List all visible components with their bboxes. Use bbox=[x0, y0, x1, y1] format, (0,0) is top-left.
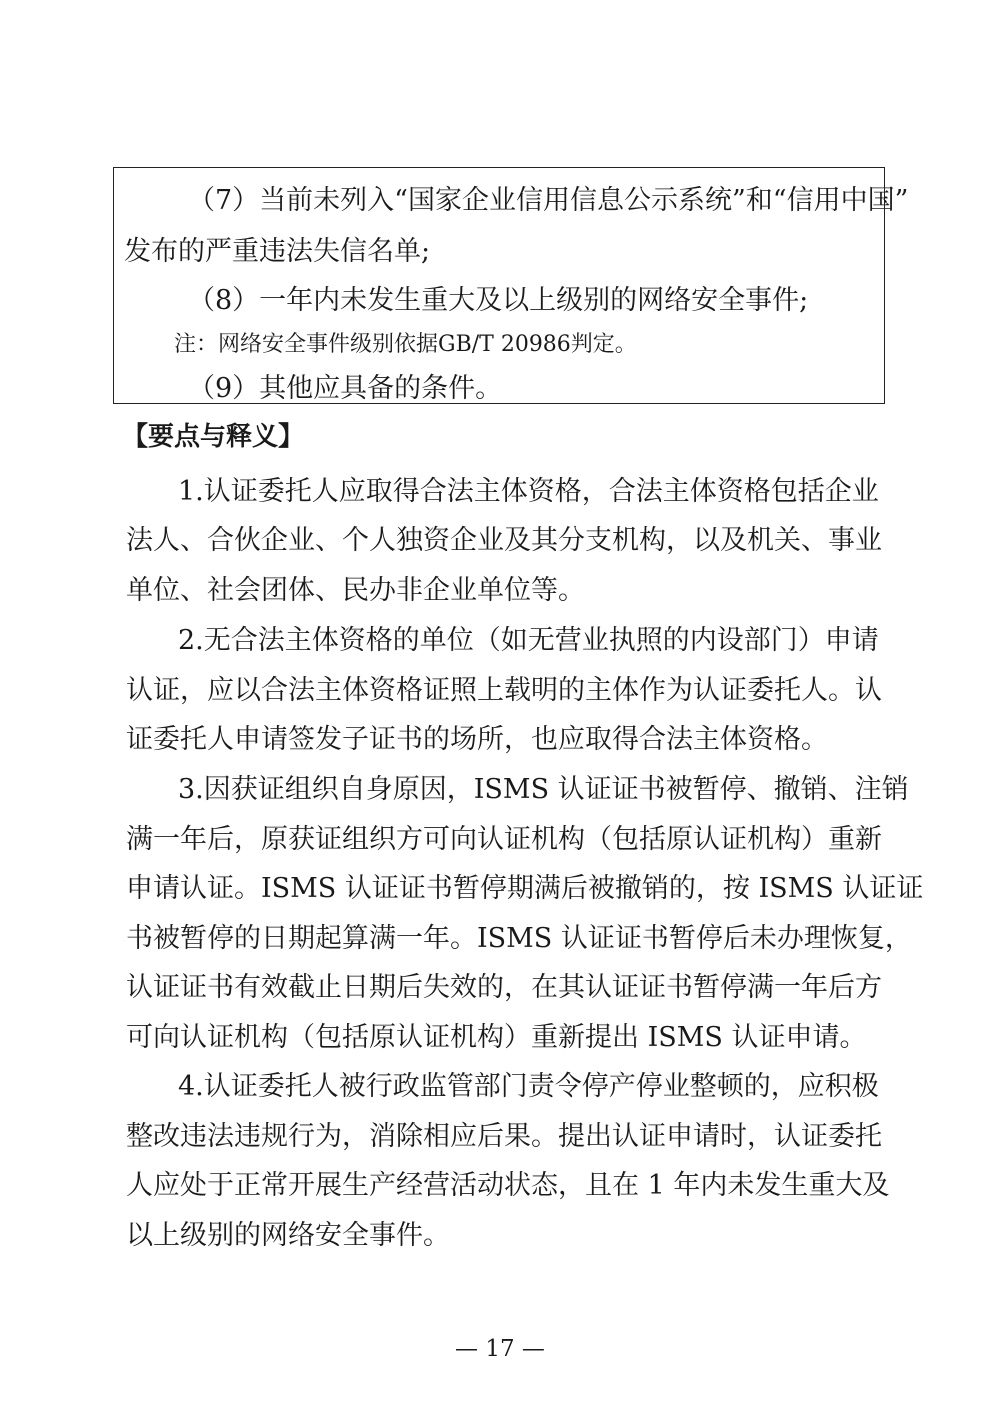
note: 注：网络安全事件级别依据GB/T 20986判定。 bbox=[174, 332, 637, 357]
p3-line-4: 书被暂停的日期起算满一年。ISMS 认证证书暂停后未办理恢复， bbox=[126, 923, 912, 954]
p2-line-1: 2.无合法主体资格的单位（如无营业执照的内设部门）申请 bbox=[178, 625, 879, 656]
p4-line-3: 人应处于正常开展生产经营活动状态，且在 1 年内未发生重大及 bbox=[126, 1170, 890, 1201]
item-9: （9）其他应具备的条件。 bbox=[188, 373, 503, 404]
p2-line-3: 证委托人申请签发子证书的场所，也应取得合法主体资格。 bbox=[126, 724, 828, 755]
page-number: — 17 — bbox=[455, 1336, 545, 1362]
p1-line-1: 1.认证委托人应取得合法主体资格，合法主体资格包括企业 bbox=[178, 476, 879, 507]
p4-line-2: 整改违法违规行为，消除相应后果。提出认证申请时，认证委托 bbox=[126, 1121, 882, 1152]
section-title: 【要点与释义】 bbox=[122, 422, 305, 452]
requirements-box bbox=[113, 167, 909, 404]
p1-line-2: 法人、合伙企业、个人独资企业及其分支机构，以及机关、事业 bbox=[126, 525, 882, 556]
p4-line-1: 4.认证委托人被行政监管部门责令停产停业整顿的，应积极 bbox=[178, 1071, 879, 1102]
p3-line-5: 认证证书有效截止日期后失效的，在其认证证书暂停满一年后方 bbox=[126, 972, 882, 1003]
p3-line-6: 可向认证机构（包括原认证机构）重新提出 ISMS 认证申请。 bbox=[126, 1022, 867, 1053]
p2-line-2: 认证，应以合法主体资格证照上载明的主体作为认证委托人。认 bbox=[126, 675, 882, 706]
p4-line-4: 以上级别的网络安全事件。 bbox=[126, 1220, 450, 1251]
item-7-line-2: 发布的严重违法失信名单; bbox=[124, 236, 431, 267]
p3-line-2: 满一年后，原获证组织方可向认证机构（包括原认证机构）重新 bbox=[126, 824, 882, 855]
p3-line-1: 3.因获证组织自身原因，ISMS 认证证书被暂停、撤销、注销 bbox=[178, 774, 909, 805]
item-7-line-1: （7）当前未列入“国家企业信用信息公示系统”和“信用中国” bbox=[188, 185, 909, 216]
item-8: （8）一年内未发生重大及以上级别的网络安全事件; bbox=[188, 285, 809, 316]
p1-line-3: 单位、社会团体、民办非企业单位等。 bbox=[126, 575, 585, 606]
p3-line-3: 申请认证。ISMS 认证证书暂停期满后被撤销的，按 ISMS 认证证 bbox=[126, 873, 924, 904]
